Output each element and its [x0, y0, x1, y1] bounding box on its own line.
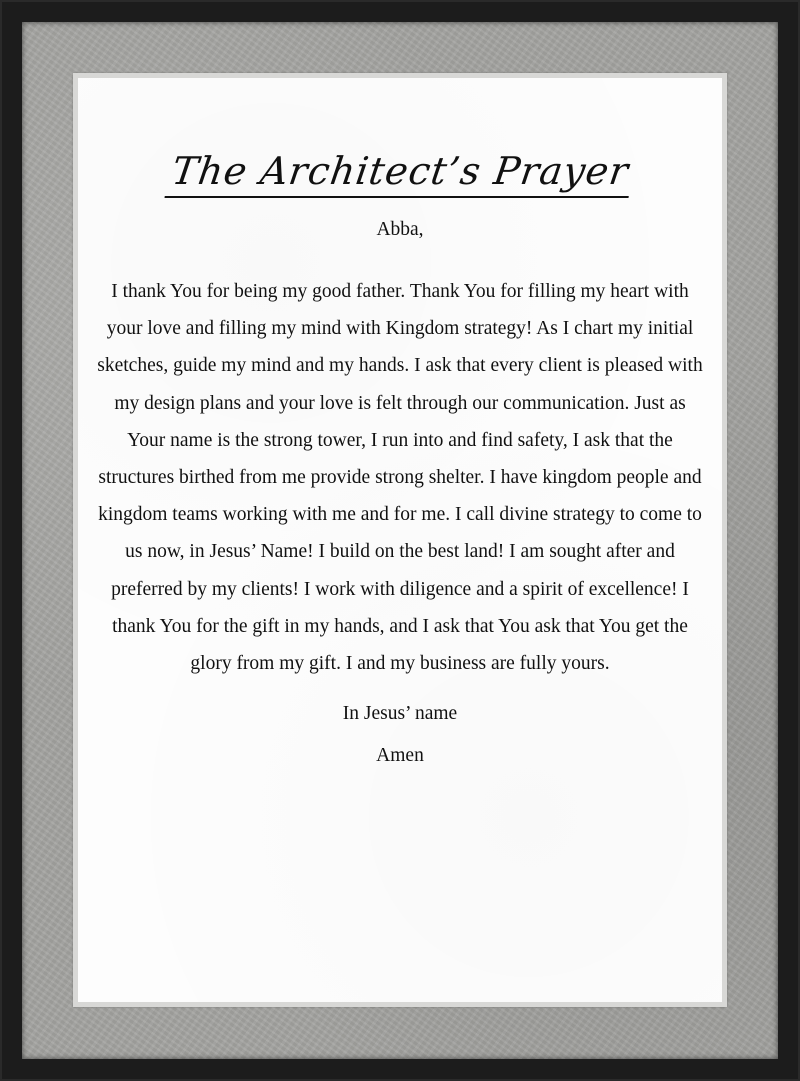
- amen-line: Amen: [376, 745, 424, 767]
- prayer-text-block: [96, 214, 704, 772]
- greeting: Abba,: [376, 219, 424, 240]
- prayer-title: The Architect’s Prayer: [164, 148, 635, 198]
- closing-line: In Jesus’ name: [342, 703, 458, 725]
- title-container: [0, 148, 800, 198]
- prayer-body: I thank You for being my good father. Thank You for filling my heart with your love and filling my mind with Kingdom strategy! As I chart my initial sketches, guide my mind and my hands. I ask that every client is pleased with my design plans and your love is felt through our communication. Just as Your name is the strong tower, I run into and find safety, I ask that the structures birthed from me provide strong shelter. I have kingdom people and kingdom teams working with me and for me. I call divine strategy to come to us now, in Jesus’ Name! I build on the best land! I am sought after and preferred by my clients! I work with diligence and a spirit of excellence! I thank You for the gift in my hands, and I ask that You ask that You get the glory from my gift. I and my business are fully yours.: [97, 281, 703, 675]
